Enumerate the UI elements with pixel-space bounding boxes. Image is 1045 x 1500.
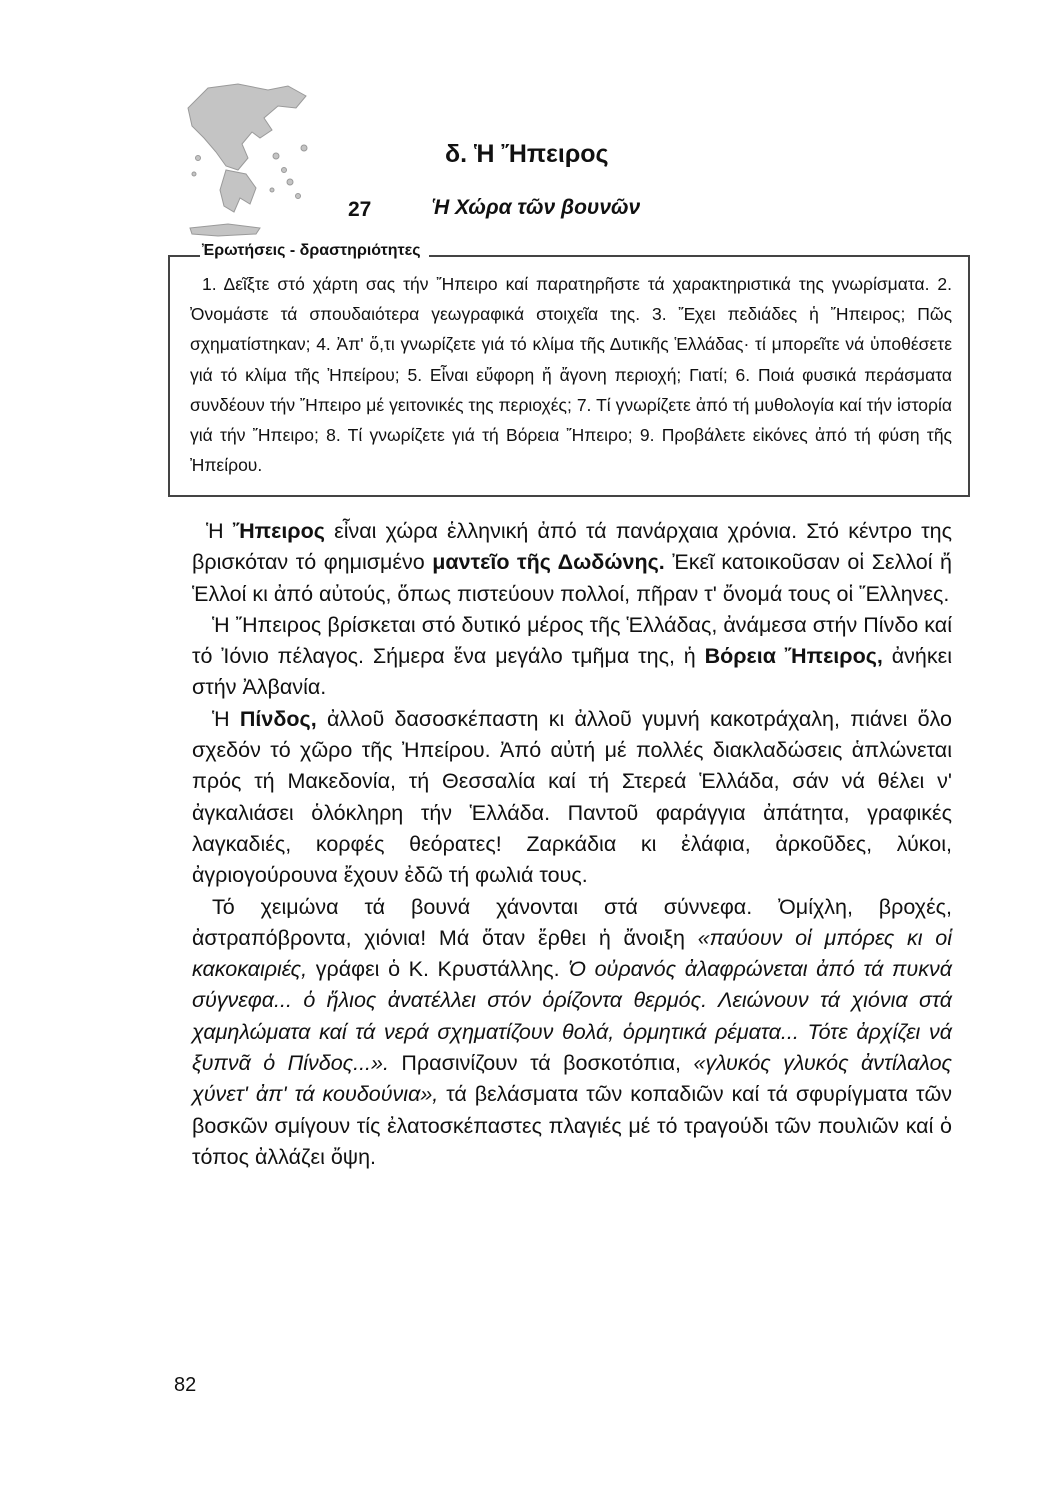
paragraph: Ἡ Πίνδος, ἀλλοῦ δασοσκέπαστη κι ἀλλοῦ γυμνή κακοτράχαλη, πιάνει ὅλο σχεδόν τό χῶρο τῆς Ἠπείρου. Ἀπό αὐτή μέ πολλές διακλαδώσεις ἁπλώνεται πρός τή Μακεδονία, τή Θεσσαλία καί τή Στερεά Ἑλλάδα, σάν νά θέλει ν' ἀγκαλιάσει ὁλόκληρη τήν Ἑλλάδα. Παντοῦ φαράγγια ἀπάτητα, γραφικές λαγκαδιές, κορφές θεόρατες! Ζαρκάδια κι ἐλάφια, ἀρκοῦδες, λύκοι, ἀγριογούρουνα ἔχουν ἐδῶ τή φωλιά τους. <box>192 706 952 888</box>
paragraph: Τό χειμώνα τά βουνά χάνονται στά σύννεφα. Ὀμίχλη, βροχές, ἀστραπόβροντα, χιόνια! Μά ὅταν ἔρθει ἡ ἄνοιξη «παύουν οἱ μπόρες κι οἱ κακοκαιριές, γράφει ὁ Κ. Κρυστάλλης. Ὁ οὐρανός ἀλαφρώνεται ἀπό τά πυκνά σύγνεφα... ὁ ἥλιος ἀνατέλλει στόν ὁρίζοντα θερμός. Λειώνουν τά χιόνια στά χαμηλώματα καί τά νερά σχηματίζουν θολά, ὁρμητικά ρέματα... Τότε ἀρχίζει νά ξυπνᾶ ὁ Πίνδος...». Πρασινίζουν τά βοσκοτόπια, «γλυκός γλυκός ἀντίλαλος χύνετ' ἀπ' τά κουδούνια», τά βελάσματα τῶν κοπαδιῶν καί τά σφυρίγματα τῶν βοσκῶν σμίγουν τίς ἐλατοσκέπαστες πλαγιές μέ τό τραγούδι τῶν πουλιῶν καί ὁ τόπος ἀλλάζει ὄψη. <box>192 894 953 1169</box>
questions-heading: Ἐρωτήσεις - δραστηριότητες <box>200 242 429 260</box>
section-title: δ. Ἡ Ἤπειρος <box>445 140 609 168</box>
greece-map-icon <box>168 78 318 253</box>
paragraph: Ἡ Ἤπειρος βρίσκεται στό δυτικό μέρος τῆς Ἑλλάδας, ἀνάμεσα στήν Πίνδο καί τό Ἰόνιο πέλαγος. Σήμερα ἕνα μεγάλο τμῆμα της, ἡ Βόρεια Ἤπειρος, ἀνήκει στήν Ἀλβανία. <box>192 612 952 700</box>
lesson-number: 27 <box>348 198 372 221</box>
page-number: 82 <box>174 1374 197 1396</box>
body-text <box>192 516 952 1173</box>
questions-text: 1. Δεῖξτε στό χάρτη σας τήν Ἤπειρο καί παρατηρῆστε τά χαρακτηριστικά της γνωρίσματα. 2. Ὀνομάστε τά σπουδαιότερα γεωγραφικά στοιχεῖα της. 3. Ἔχει πεδιάδες ἡ Ἤπειρος; Πῶς σχηματίστηκαν; 4. Ἀπ' ὅ,τι γνωρίζετε γιά τό κλίμα τῆς Δυτικῆς Ἑλλάδας· τί μπορεῖτε νά ὑποθέσετε γιά τό κλίμα τῆς Ἠπείρου; 5. Εἶναι εὔφορη ἤ ἄγονη περιοχή; Γιατί; 6. Ποιά φυσικά περάσματα συνδέουν τήν Ἤπειρο μέ γειτονικές της περιοχές; 7. Τί γνωρίζετε ἀπό τή μυθολογία καί τήν ἱστορία γιά τήν Ἤπειρο; 8. Τί γνωρίζετε γιά τή Βόρεια Ἤπειρο; 9. Προβάλετε εἰκόνες ἀπό τή φύση τῆς Ἠπείρου. <box>190 274 952 476</box>
paragraph: Ἡ Ἤπειρος εἶναι χώρα ἑλληνική ἀπό τά πανάρχαια χρόνια. Στό κέντρο της βρισκόταν τό φημισμένο μαντεῖο τῆς Δωδώνης. Ἐκεῖ κατοικοῦσαν οἱ Σελλοί ἤ Ἑλλοί κι ἀπό αὐτούς, ὅπως πιστεύουν πολλοί, πῆραν τ' ὄνομά τους οἱ Ἕλληνες. <box>192 519 952 606</box>
lesson-title: Ἡ Χώρα τῶν βουνῶν <box>432 196 641 219</box>
